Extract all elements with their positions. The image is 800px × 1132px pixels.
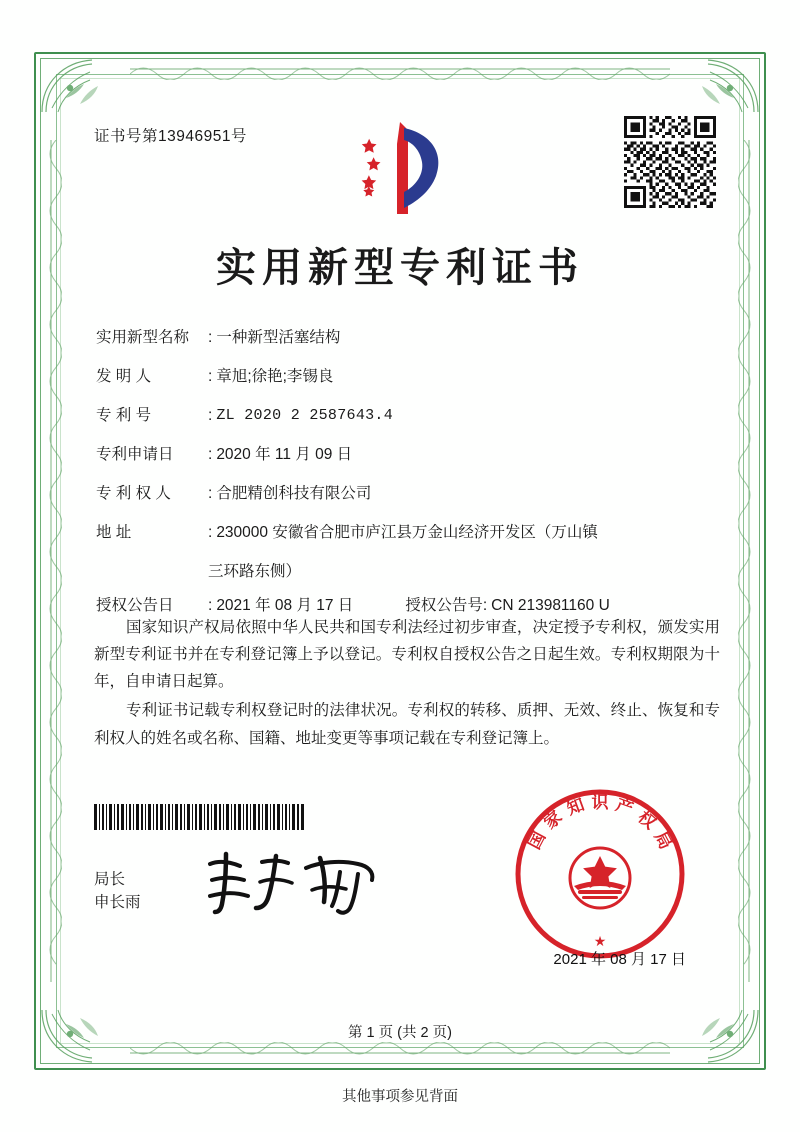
barcode-icon (94, 804, 304, 830)
svg-text:权: 权 (634, 807, 660, 833)
svg-text:知: 知 (564, 794, 587, 819)
handwritten-signature-icon (200, 846, 390, 918)
field-label: 专 利 号 (96, 407, 152, 424)
national-emblem-seal-icon (512, 786, 688, 962)
seal-date: 2021 年 08 月 17 日 (553, 951, 686, 968)
field-colon: : (208, 446, 213, 463)
field-label-notice-date: 授权公告日 (96, 596, 174, 614)
signature-name: 申长雨 (94, 894, 141, 912)
fields-list (96, 330, 720, 637)
signature-role: 局长 (94, 871, 126, 888)
border-pattern-bottom (130, 1042, 670, 1064)
field-value-patentee: 合肥精创科技有限公司 (216, 485, 372, 502)
field-colon: : (208, 368, 213, 385)
svg-text:国: 国 (524, 828, 550, 853)
field-row-inventor (96, 369, 720, 385)
field-value-notice-date: 2021 年 08 月 17 日 (216, 596, 354, 614)
field-colon: : (208, 524, 213, 541)
field-row-grant-notice (96, 598, 720, 614)
field-colon: : (208, 596, 213, 614)
cnipa-logo-icon (340, 114, 460, 224)
svg-text:识: 识 (591, 793, 609, 812)
certificate-number: 证书号第13946951号 (94, 128, 247, 145)
signature-block (94, 868, 141, 915)
field-label: 地 址 (96, 524, 132, 541)
border-pattern-right (738, 140, 760, 982)
field-value-inventor: 章旭;徐艳;李锡良 (216, 368, 334, 385)
field-colon: : (208, 329, 213, 346)
field-row-address (96, 525, 720, 541)
field-colon: : (482, 596, 488, 614)
page-number: 第 1 页 (共 2 页) (348, 1025, 452, 1041)
border-pattern-top (130, 58, 670, 80)
field-label: 实用新型名称 (96, 329, 190, 346)
field-value-address-line2: 三环路东侧） (208, 563, 302, 580)
field-label: 专 利 权 人 (96, 485, 171, 502)
field-row-application-date (96, 447, 720, 463)
svg-text:产: 产 (613, 794, 636, 819)
field-value-patent-number: ZL 2020 2 2587643.4 (216, 407, 394, 424)
legal-paragraph-1: 国家知识产权局依照中华人民共和国专利法经过初步审查，决定授予专利权，颁发实用新型专利证书并在专利登记簿上予以登记。专利权自授权公告之日起生效。专利权期限为十年，自申请日起算。 (94, 619, 720, 691)
field-value-address: 230000 安徽省合肥市庐江县万金山经济开发区（万山镇 (216, 524, 598, 541)
field-value-application-date: 2020 年 11 月 09 日 (216, 446, 353, 463)
certificate-content (70, 86, 730, 1041)
svg-text:家: 家 (540, 807, 566, 833)
page-title: 实用新型专利证书 (216, 245, 584, 290)
field-value-notice-number: CN 213981160 U (491, 596, 610, 614)
field-colon: : (208, 485, 213, 502)
footnote: 其他事项参见背面 (342, 1089, 458, 1105)
svg-text:局: 局 (650, 828, 676, 853)
border-pattern-left (40, 140, 62, 982)
qr-code-icon (624, 116, 716, 208)
field-label-notice-number: 授权公告号 (405, 596, 483, 614)
field-colon: : (208, 407, 213, 424)
field-label: 发 明 人 (96, 368, 152, 385)
legal-text (94, 614, 720, 754)
field-label: 专利申请日 (96, 446, 174, 463)
field-row-utility-model-name (96, 330, 720, 346)
field-row-patentee (96, 486, 720, 502)
svg-text:★: ★ (593, 935, 607, 950)
field-row-patent-number (96, 408, 720, 424)
legal-paragraph-2: 专利证书记载专利权登记时的法律状况。专利权的转移、质押、无效、终止、恢复和专利权人的姓名或名称、国籍、地址变更等事项记载在专利登记簿上。 (94, 702, 720, 747)
field-value-utility-model-name: 一种新型活塞结构 (216, 329, 341, 346)
